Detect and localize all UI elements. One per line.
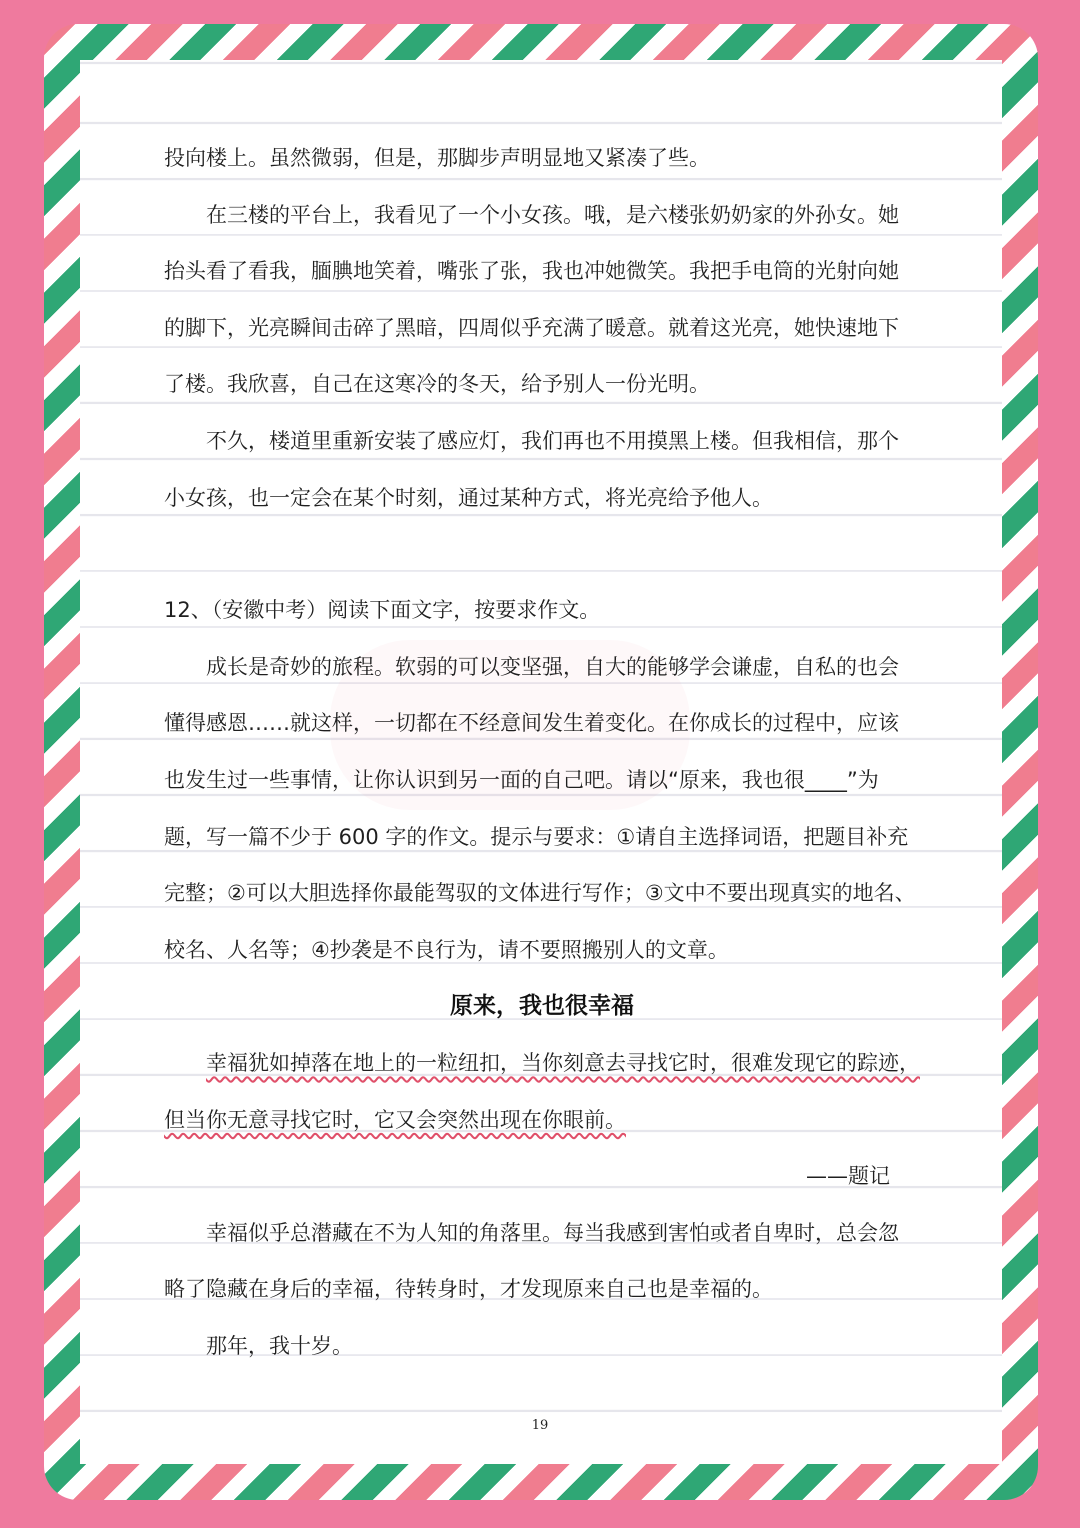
essay-title: 原来，我也很幸福 (450, 993, 634, 1020)
prompt-line: 题，写一篇不少于 600 字的作文。提示与要求：①请自主选择词语，把题目补充 (164, 824, 909, 849)
page-number: 19 (531, 1418, 549, 1433)
paragraph-line: 了楼。我欣喜，自己在这寒冷的冬天，给予别人一份光明。 (164, 372, 710, 397)
document-body (164, 132, 920, 1376)
prompt-line: 完整；②可以大胆选择你最能驾驭的文体进行写作；③文中不要出现真实的地名、 (164, 881, 916, 906)
essay-line: 那年，我十岁。 (206, 1333, 353, 1358)
epigraph-text: 幸福犹如掉落在地上的一粒纽扣，当你刻意去寻找它时，很难发现它的踪迹， (206, 1050, 920, 1075)
blank-line (164, 528, 920, 584)
paragraph-line: 抬头看了看我，腼腆地笑着，嘴张了张，我也冲她微笑。我把手电筒的光射向她 (164, 259, 899, 284)
prompt-line: 也发生过一些事情，让你认识到另一面的自己吧。请以“原来，我也很____”为 (164, 767, 879, 792)
paragraph-line: 投向楼上。虽然微弱，但是，那脚步声明显地又紧凑了些。 (164, 146, 710, 170)
prompt-line: 懂得感恩……就这样，一切都在不经意间发生着变化。在你成长的过程中，应该 (164, 711, 899, 736)
epigraph-text: 但当你无意寻找它时，它又会突然出现在你眼前。 (164, 1107, 626, 1132)
epigraph-line (164, 1094, 920, 1151)
paragraph-line: 不久，楼道里重新安装了感应灯，我们再也不用摸黑上楼。但我相信，那个 (206, 428, 899, 453)
paragraph-line: 的脚下，光亮瞬间击碎了黑暗，四周似乎充满了暖意。就着这光亮，她快速地下 (164, 315, 899, 340)
essay-line: 略了隐藏在身后的幸福，待转身时，才发现原来自己也是幸福的。 (164, 1277, 773, 1302)
paragraph-line: 小女孩，也一定会在某个时刻，通过某种方式，将光亮给予他人。 (164, 485, 773, 510)
prompt-line: 成长是奇妙的旅程。软弱的可以变坚强，自大的能够学会谦虚，自私的也会 (206, 654, 899, 679)
paragraph-line: 在三楼的平台上，我看见了一个小女孩。哦，是六楼张奶奶家的外孙女。她 (206, 202, 899, 227)
prompt-line: 校名、人名等；④抄袭是不良行为，请不要照搬别人的文章。 (164, 937, 729, 962)
essay-line: 幸福似乎总潜藏在不为人知的角落里。每当我感到害怕或者自卑时，总会忽 (206, 1220, 899, 1245)
question-heading: 12、（安徽中考）阅读下面文字，按要求作文。 (164, 598, 601, 623)
epigraph-signature: ——题记 (806, 1164, 890, 1189)
epigraph-line (164, 1037, 920, 1094)
